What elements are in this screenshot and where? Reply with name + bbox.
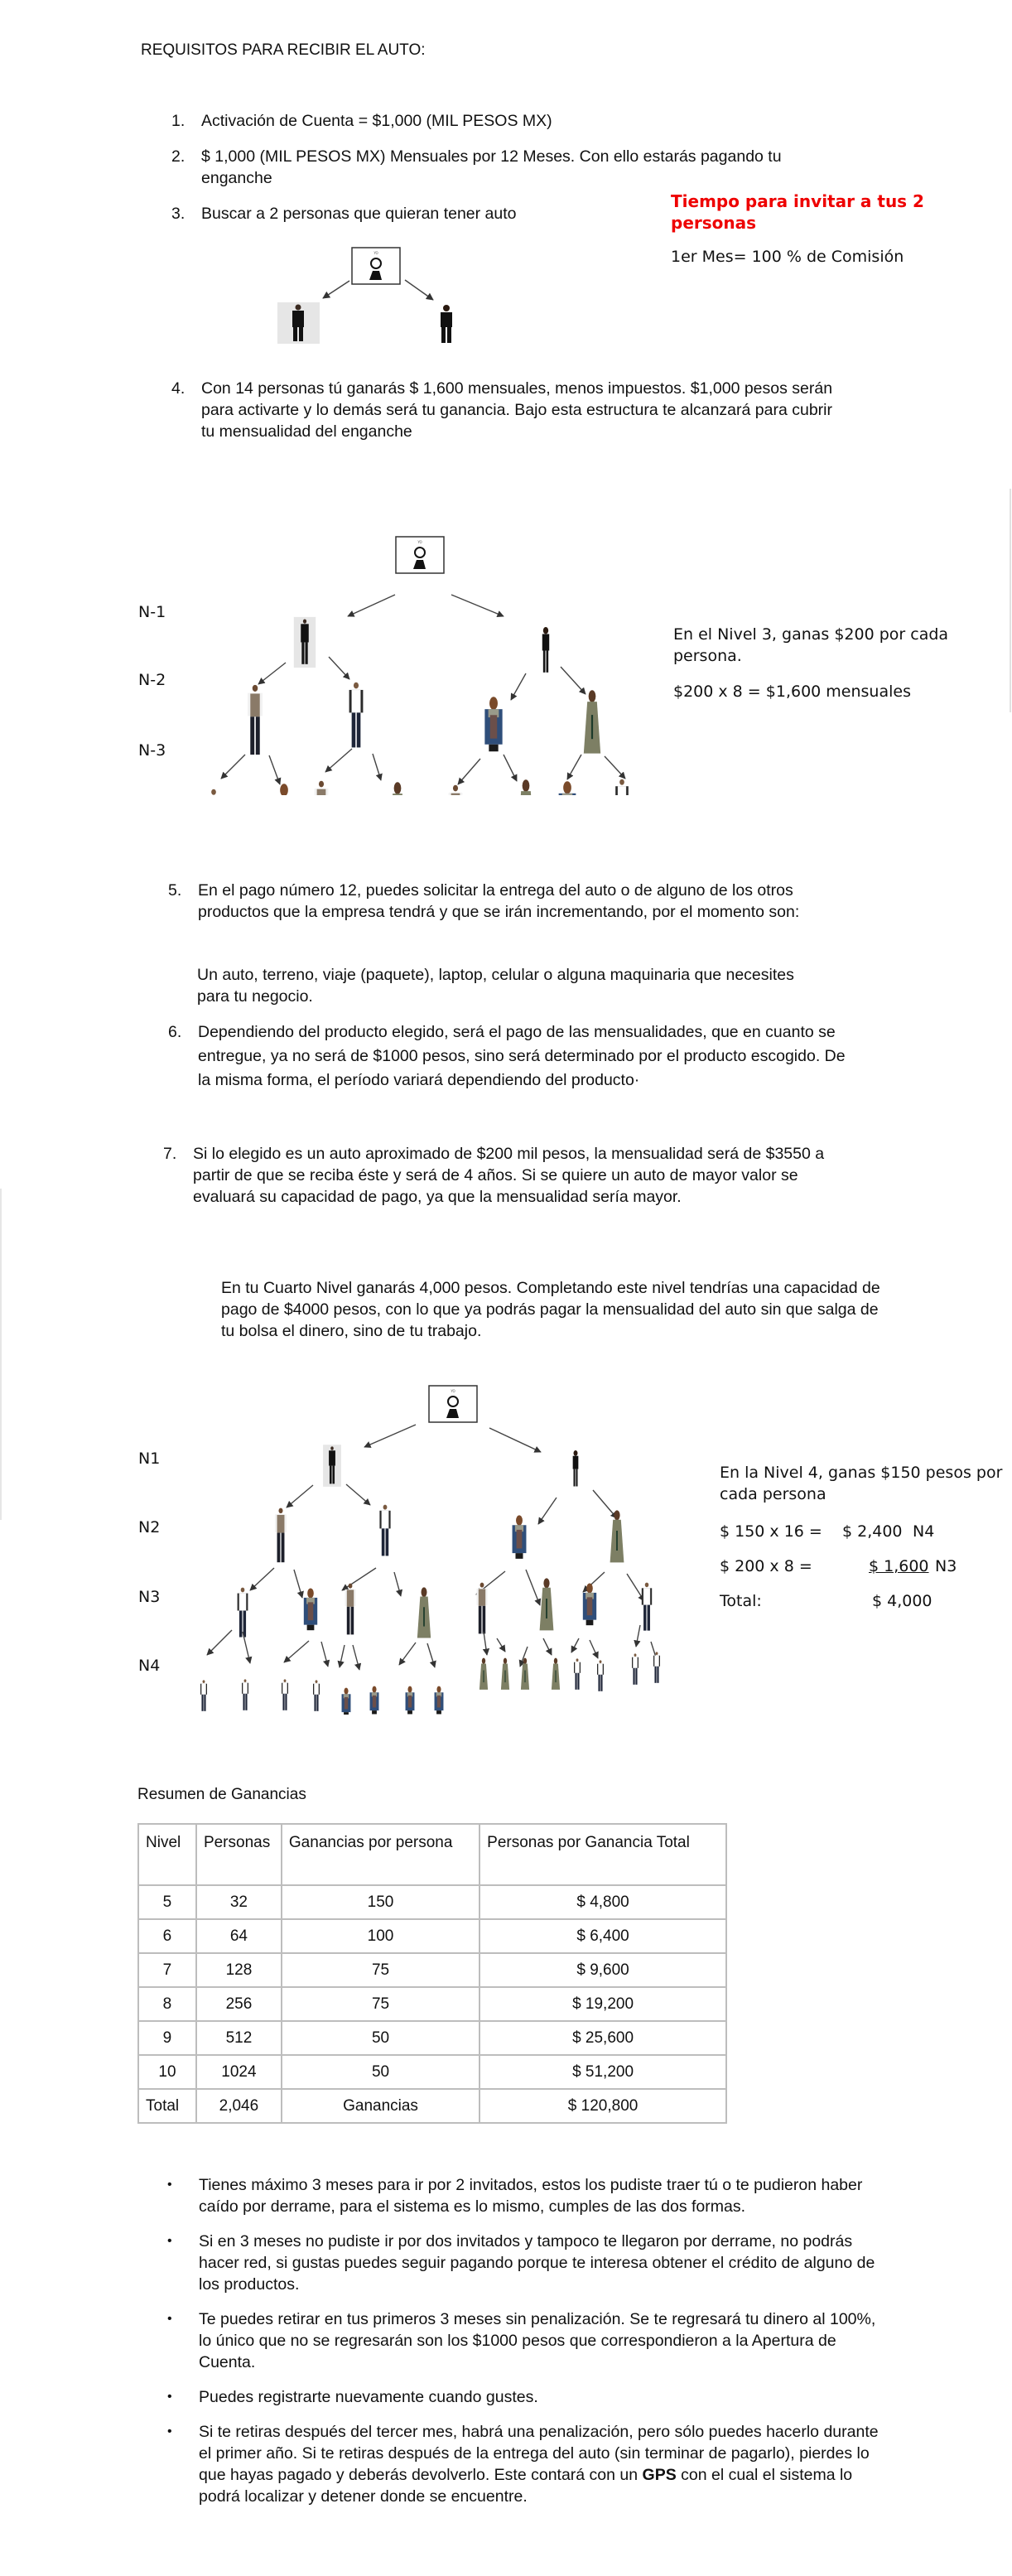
requirement-text: $ 1,000 (MIL PESOS MX) Mensuales por 12 Meses. Con ello estarás pagando tu enganche: [201, 147, 782, 187]
table-row: [138, 2089, 726, 2123]
connector-arrow: [321, 1642, 328, 1667]
note-text: Puedes registrarte nuevamente cuando gustes.: [199, 2388, 538, 2406]
requirement-text: Dependiendo del producto elegido, será el pago de las mensualidades, que en cuanto se entregue, ya no será de $1000 pesos, sino será determinado por el producto escogido. De la misma forma, el período variará dependiendo del producto·: [198, 1023, 846, 1089]
connector-arrow: [287, 1485, 313, 1507]
table-cell: 75: [282, 1953, 479, 1987]
level-4-calc-row: [720, 1590, 1010, 1612]
connector-arrow: [427, 1643, 435, 1667]
table-cell: $ 19,200: [479, 1987, 726, 2021]
connector-arrow: [258, 663, 286, 684]
calc-expression: Total:: [720, 1592, 762, 1610]
calc-amount: $ 1,600: [869, 1557, 929, 1575]
requirement-number: 7.: [163, 1145, 177, 1163]
person-raglan: [282, 1679, 288, 1710]
table-cell: Total: [138, 2089, 196, 2123]
person-dress: [610, 1510, 624, 1562]
level-4-referral-tree: [124, 1367, 696, 1715]
connector-arrow: [583, 1572, 605, 1592]
person-coat: [342, 1688, 351, 1715]
table-cell: 2,046: [196, 2089, 282, 2123]
level-label-n3: N-3: [138, 741, 166, 760]
connector-arrow: [520, 1647, 528, 1667]
table-cell: 128: [196, 1953, 282, 1987]
requirement-number: 3.: [171, 205, 186, 223]
person-raglan: [632, 1653, 639, 1684]
connector-arrow: [329, 657, 349, 679]
person-dress: [518, 779, 534, 795]
connector-arrow: [636, 1625, 640, 1647]
person-raglan: [653, 1652, 660, 1682]
connector-arrow: [342, 1568, 376, 1590]
table-row: [138, 1885, 726, 1919]
requirement-text: Si lo elegido es un auto aproximado de $200 mil pesos, la mensualidad será de $3550 a partir de que se reciba éste y será de 4 años. Si se quiere un auto de mayor valor se evaluará su capacidad de pago, ya que la mensualidad sería mayor.: [193, 1145, 825, 1206]
requirement-text: Con 14 personas tú ganarás $ 1,600 mensuales, menos impuestos. $1,000 pesos serán para activarte y lo demás será tu ganancia. Bajo esta estructura te alcanzará para cubrir tu mensualidad del enganche: [201, 379, 833, 441]
root-you-node: [396, 537, 444, 573]
calc-amount: $ 2,400: [842, 1522, 903, 1541]
person-raglan: [642, 1583, 652, 1631]
person-vest: [275, 1508, 287, 1563]
small-referral-tree: [248, 232, 497, 348]
connector-arrow: [543, 1638, 552, 1655]
table-cell: 256: [196, 1987, 282, 2021]
requirement-7: [163, 1143, 859, 1208]
connector-arrow: [348, 595, 395, 616]
level-4-earnings-text: En la Nivel 4, ganas $150 pesos por cada persona: [720, 1464, 1003, 1503]
person-coat: [435, 1686, 444, 1715]
table-cell: 9: [138, 2021, 196, 2055]
connector-arrow: [353, 1645, 359, 1670]
table-row: [138, 2055, 726, 2089]
calc-amount: $ 4,000: [872, 1592, 932, 1610]
table-row: [138, 1987, 726, 2021]
table-header-cell: Personas por Ganancia Total: [479, 1824, 726, 1885]
connector-arrow: [526, 1570, 540, 1605]
person-raglan: [207, 789, 220, 795]
connector-arrow: [511, 673, 526, 700]
requirement-1: [171, 110, 834, 132]
notes-list: [167, 2174, 886, 2507]
note-text: Si te retiras después del tercer mes, habrá una penalización, pero sólo puedes hacerlo durante el primer año. Si te retiras después de la entrega del auto (sin terminar de pagarlo), pierdes lo que hayas pagado y deberás devolverlo. Este contará con un: [199, 2423, 879, 2484]
person-suitW: [542, 627, 549, 673]
person-raglan: [313, 1680, 320, 1710]
invite-time-heading: Tiempo para invitar a tus 2 personas: [671, 191, 924, 233]
calc-expression: $ 150 x 16 =: [720, 1522, 822, 1541]
person-raglan: [597, 1660, 604, 1691]
connector-arrow: [364, 1425, 416, 1447]
note-item: [167, 2386, 886, 2408]
requirement-number: 1.: [171, 112, 186, 130]
person-vest: [476, 1583, 487, 1634]
table-cell: 50: [282, 2055, 479, 2089]
person-coat: [484, 697, 502, 751]
person-raglan: [200, 1680, 207, 1710]
connector-arrow: [325, 749, 352, 772]
level-label-n2: N2: [138, 1518, 161, 1536]
connector-arrow: [567, 755, 581, 779]
calc-level: N3: [935, 1557, 957, 1575]
level-3-referral-tree: [124, 522, 663, 795]
root-you-node: [352, 248, 400, 284]
table-cell: 50: [282, 2021, 479, 2055]
table-cell: 1024: [196, 2055, 282, 2089]
root-label: YO: [451, 1389, 455, 1393]
table-cell: $ 9,600: [479, 1953, 726, 1987]
table-header-cell: Nivel: [138, 1824, 196, 1885]
person-coat: [304, 1588, 317, 1630]
note-item: [167, 2421, 886, 2507]
person-coat: [276, 784, 293, 795]
bullet-icon: •: [167, 2312, 172, 2326]
person-raglan: [615, 779, 629, 795]
connector-arrow: [346, 1484, 370, 1505]
earnings-summary-table: [137, 1823, 727, 2124]
connector-arrow: [458, 759, 480, 784]
connector-arrow: [571, 1638, 579, 1652]
bullet-icon: •: [167, 2178, 172, 2192]
connector-arrow: [221, 755, 245, 779]
person-vest: [315, 781, 329, 795]
level-4-calc-row: [720, 1556, 1010, 1577]
table-cell: 512: [196, 2021, 282, 2055]
table-cell: $ 6,400: [479, 1919, 726, 1953]
table-cell: Ganancias: [282, 2089, 479, 2123]
person-dress: [540, 1578, 554, 1630]
person-raglan: [379, 1505, 390, 1556]
level-label-n2: N-2: [138, 671, 166, 689]
note-text: Tienes máximo 3 meses para ir por 2 invitados, estos los pudiste traer tú o te pudieron haber caído por derrame, para el sistema es lo mismo, cumples de las dos formas.: [199, 2176, 863, 2216]
requirement-text: En el pago número 12, puedes solicitar la entrega del auto o de alguno de los otros productos que la empresa tendrá y que se irán incrementando, por el momento son:: [198, 881, 800, 921]
requirement-number: 4.: [171, 379, 186, 398]
person-coat: [559, 781, 576, 795]
level-label-n4: N4: [138, 1657, 161, 1675]
bullet-icon: •: [167, 2424, 172, 2439]
products-list-text: Un auto, terreno, viaje (paquete), laptop, celular o alguna maquinaria que necesites para tu negocio.: [197, 966, 794, 1006]
first-month-commission: 1er Mes= 100 % de Comisión: [671, 248, 904, 266]
connector-arrow: [373, 754, 381, 780]
requirement-number: 2.: [171, 147, 186, 166]
requirement-text: Activación de Cuenta = $1,000 (MIL PESOS MX): [201, 112, 552, 130]
level-label-n3: N3: [138, 1588, 161, 1606]
arrow-left: [323, 281, 349, 298]
person-dress: [479, 1658, 488, 1690]
root-label: YO: [417, 540, 422, 544]
person-vest: [248, 685, 263, 755]
connector-arrow: [294, 1570, 302, 1598]
table-header-row: [138, 1824, 726, 1885]
level-label-n1: N1: [138, 1450, 161, 1468]
note-item: [167, 2231, 886, 2295]
level-label-n1: N-1: [138, 603, 166, 621]
calc-level: N4: [913, 1522, 935, 1541]
table-cell: $ 120,800: [479, 2089, 726, 2123]
person-dress: [501, 1658, 509, 1690]
connector-arrow: [561, 667, 586, 694]
connector-arrow: [497, 1638, 505, 1652]
connector-arrow: [207, 1630, 232, 1655]
person-coat: [370, 1686, 379, 1715]
requirement-text: Buscar a 2 personas que quieran tener auto: [201, 205, 517, 223]
note-item: [167, 2308, 886, 2373]
table-cell: 32: [196, 1885, 282, 1919]
requirement-number: 6.: [168, 1023, 182, 1041]
connector-arrow: [590, 1640, 598, 1658]
person-woman-suit: [441, 305, 452, 343]
connector-arrow: [489, 1428, 541, 1452]
person-raglan: [242, 1679, 248, 1710]
connector-arrow: [593, 1490, 617, 1518]
table-cell: $ 4,800: [479, 1885, 726, 1919]
person-vest: [345, 1584, 355, 1635]
table-cell: $ 51,200: [479, 2055, 726, 2089]
table-cell: 5: [138, 1885, 196, 1919]
arrow-right: [405, 280, 433, 300]
table-row: [138, 1919, 726, 1953]
page-edge-left: [0, 1189, 2, 1520]
person-dress: [584, 690, 600, 753]
note-text: con el cual el sistema lo podrá localizar y detener donde se encuentre.: [199, 2466, 853, 2506]
note-text: Te puedes retirar en tus primeros 3 meses sin penalización. Se te regresará tu dinero al 100%, lo único que no se regresarán son los $1000 pesos que correspondieron a la Apertura de Cuenta.: [199, 2310, 876, 2371]
level-3-earnings-calc: $200 x 8 = $1,600 mensuales: [673, 683, 911, 701]
table-header-cell: Personas: [196, 1824, 282, 1885]
bullet-icon: •: [167, 2390, 172, 2404]
table-cell: 150: [282, 1885, 479, 1919]
requirement-2: [171, 146, 817, 189]
bullet-icon: •: [167, 2234, 172, 2248]
person-raglan: [238, 1588, 248, 1638]
gps-emphasis: GPS: [642, 2466, 677, 2484]
connector-arrow: [451, 595, 504, 616]
note-text: Si en 3 meses no pudiste ir por dos invitados y tampoco te llegaron por derrame, no podrás hacer red, si gustas puedes seguir pagando porque te interesa obtener el crédito de alguno de los productos.: [199, 2232, 875, 2294]
page-title: REQUISITOS PARA RECIBIR EL AUTO:: [141, 41, 426, 59]
connector-arrow: [269, 755, 280, 784]
person-man-suit: [277, 302, 320, 344]
person-dress: [552, 1658, 560, 1690]
table-cell: $ 25,600: [479, 2021, 726, 2055]
person-suitM: [294, 617, 316, 668]
connector-arrow: [250, 1568, 274, 1590]
person-suitM: [323, 1445, 341, 1487]
level-3-earnings-text: En el Nivel 3, ganas $200 por cada persona.: [673, 625, 949, 665]
requirement-3: [171, 203, 635, 224]
connector-arrow: [538, 1498, 557, 1524]
requirement-number: 5.: [168, 881, 182, 900]
table-cell: 75: [282, 1987, 479, 2021]
level-4-calc-row: [720, 1521, 1010, 1542]
person-coat: [406, 1686, 415, 1715]
table-row: [138, 1953, 726, 1987]
connector-arrow: [394, 1572, 401, 1596]
root-label: YO: [373, 251, 378, 255]
person-dress: [389, 782, 406, 795]
connector-arrow: [340, 1645, 345, 1667]
person-dress: [417, 1587, 431, 1638]
requirement-5: [168, 880, 847, 923]
connector-arrow: [484, 1632, 487, 1655]
connector-arrow: [504, 755, 517, 781]
fourth-level-paragraph: En tu Cuarto Nivel ganarás 4,000 pesos. Completando este nivel tendrías una capacidad de pago de $4000 pesos, con lo que ya podrás pagar la mensualidad del auto sin que salga de tu bolsa el dinero, sino de tu trabajo.: [221, 1279, 880, 1340]
table-cell: 10: [138, 2055, 196, 2089]
table-header-cell: Ganancias por persona: [282, 1824, 479, 1885]
table-row: [138, 2021, 726, 2055]
table-cell: 7: [138, 1953, 196, 1987]
person-raglan: [574, 1658, 581, 1689]
person-coat: [513, 1515, 527, 1558]
table-cell: 8: [138, 1987, 196, 2021]
connector-arrow: [243, 1632, 250, 1663]
person-suitW: [573, 1450, 579, 1486]
table-cell: 64: [196, 1919, 282, 1953]
connector-arrow: [605, 756, 625, 779]
calc-expression: $ 200 x 8 =: [720, 1557, 812, 1575]
summary-title: Resumen de Ganancias: [137, 1786, 306, 1803]
person-vest: [449, 785, 463, 795]
requirement-6: [168, 1020, 847, 1093]
connector-arrow: [284, 1641, 309, 1662]
connector-arrow: [399, 1643, 416, 1665]
table-cell: 100: [282, 1919, 479, 1953]
note-item: [167, 2174, 886, 2217]
person-raglan: [349, 683, 364, 748]
page-edge-right: [1010, 489, 1011, 712]
requirement-4: [171, 378, 834, 442]
root-you-node: [429, 1386, 477, 1422]
table-cell: 6: [138, 1919, 196, 1953]
